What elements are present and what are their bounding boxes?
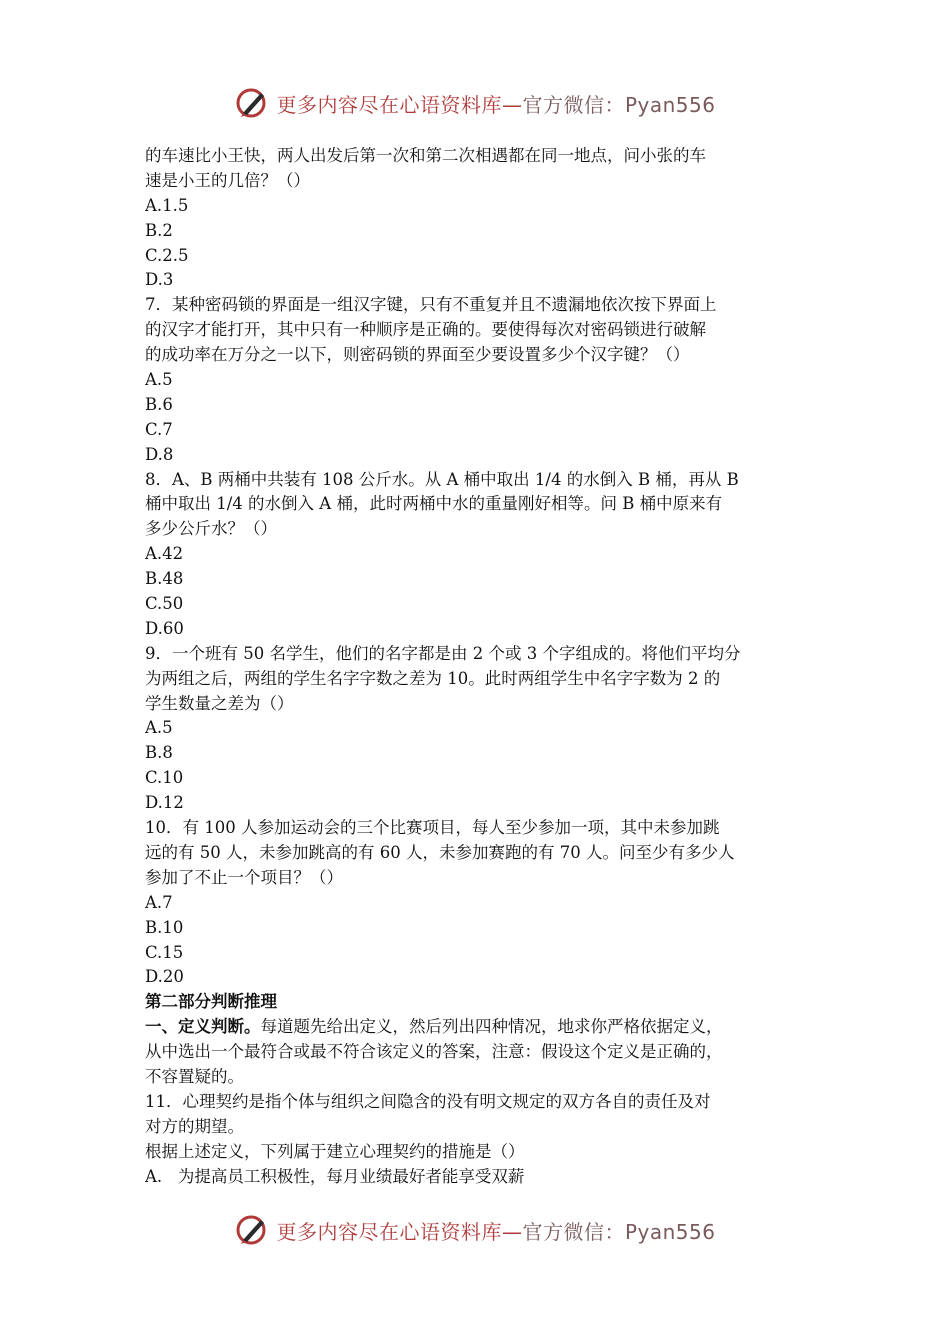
option-line: D.3 <box>145 270 174 290</box>
option-line: A.5 <box>145 718 173 738</box>
option-line: D.8 <box>145 444 174 464</box>
option-line: B.10 <box>145 917 184 937</box>
option-line: B.48 <box>145 569 184 589</box>
text-line: 速是小王的几倍？（） <box>145 170 310 190</box>
question-10-line: 10．有 100 人参加运动会的三个比赛项目，每人至少参加一项，其中未参加跳 <box>145 818 720 838</box>
question-10-line: 参加了不止一个项目？（） <box>145 867 343 887</box>
option-line: B.8 <box>145 743 173 763</box>
section-title: 第二部分判断推理 <box>145 992 277 1012</box>
question-11-prompt: 根据上述定义，下列属于建立心理契约的措施是（） <box>145 1141 525 1161</box>
option-line: C.50 <box>145 594 184 614</box>
banner-text <box>276 1216 715 1245</box>
option-line: D.60 <box>145 618 184 638</box>
question-11-line: 对方的期望。 <box>145 1116 244 1136</box>
header-banner <box>0 83 950 123</box>
option-line: C.2.5 <box>145 245 189 265</box>
text-line: 的车速比小王快，两人出发后第一次和第二次相遇都在同一地点，问小张的车 <box>145 146 706 165</box>
banner-main-text: 更多内容尽在心语资料库— <box>276 92 523 117</box>
definition-text: 从中选出一个最符合或最不符合该定义的答案，注意：假设这个定义是正确的， <box>145 1042 723 1062</box>
definition-text: 不容置疑的。 <box>145 1066 244 1086</box>
question-8-line: 多少公斤水？（） <box>145 519 277 539</box>
question-9-line: 9．一个班有 50 名学生，他们的名字都是由 2 个或 3 个字组成的。将他们平均分 <box>145 643 741 663</box>
option-line: D.12 <box>145 793 184 813</box>
option-line: C.15 <box>145 942 184 962</box>
option-line: A. 为提高员工积极性，每月业绩最好者能享受双薪 <box>145 1166 525 1186</box>
question-7-line: 的成功率在万分之一以下，则密码锁的界面至少要设置多少个汉字键？（） <box>145 345 690 365</box>
definition-text: 每道题先给出定义，然后列出四种情况，地求你严格依据定义， <box>260 1017 723 1037</box>
option-line: B.2 <box>145 220 173 240</box>
banner-main-text: 更多内容尽在心语资料库— <box>276 1219 523 1244</box>
banner-text <box>276 89 715 118</box>
question-8-line: 桶中取出 1/4 的水倒入 A 桶，此时两桶中水的重量刚好相等。问 B 桶中原来有 <box>145 494 723 514</box>
definition-lead: 一、定义判断。 <box>145 1017 261 1037</box>
question-7-line: 的汉字才能打开，其中只有一种顺序是正确的。要使得每次对密码锁进行破解 <box>145 320 706 340</box>
question-7-line: 7．某种密码锁的界面是一组汉字键，只有不重复并且不遗漏地依次按下界面上 <box>145 295 717 315</box>
footer-banner <box>0 1210 950 1250</box>
question-9-line: 学生数量之差为（） <box>145 693 294 713</box>
option-line: C.7 <box>145 419 173 439</box>
question-8-line: 8．A、B 两桶中共装有 108 公斤水。从 A 桶中取出 1/4 的水倒入 B 桶，再从 B <box>145 469 739 489</box>
definition-intro <box>145 1015 815 1040</box>
quill-logo-icon <box>234 85 270 121</box>
option-line: A.5 <box>145 370 173 390</box>
quill-logo-icon <box>234 1212 270 1248</box>
banner-wechat-text: 官方微信：Pyan556 <box>522 1219 716 1244</box>
option-line: C.10 <box>145 768 184 788</box>
option-line: D.20 <box>145 967 184 987</box>
option-line: A.42 <box>145 544 184 564</box>
question-10-line: 远的有 50 人，未参加跳高的有 60 人，未参加赛跑的有 70 人。问至少有多少人 <box>145 842 735 862</box>
question-11-line: 11．心理契约是指个体与组织之间隐含的没有明文规定的双方各自的责任及对 <box>145 1091 711 1111</box>
banner-wechat-text: 官方微信：Pyan556 <box>522 92 716 117</box>
document-body <box>145 144 815 1189</box>
option-line: B.6 <box>145 394 173 414</box>
option-line: A.7 <box>145 892 173 912</box>
question-9-line: 为两组之后，两组的学生名字字数之差为 10。此时两组学生中名字字数为 2 的 <box>145 668 721 688</box>
option-line: A.1.5 <box>145 195 189 215</box>
